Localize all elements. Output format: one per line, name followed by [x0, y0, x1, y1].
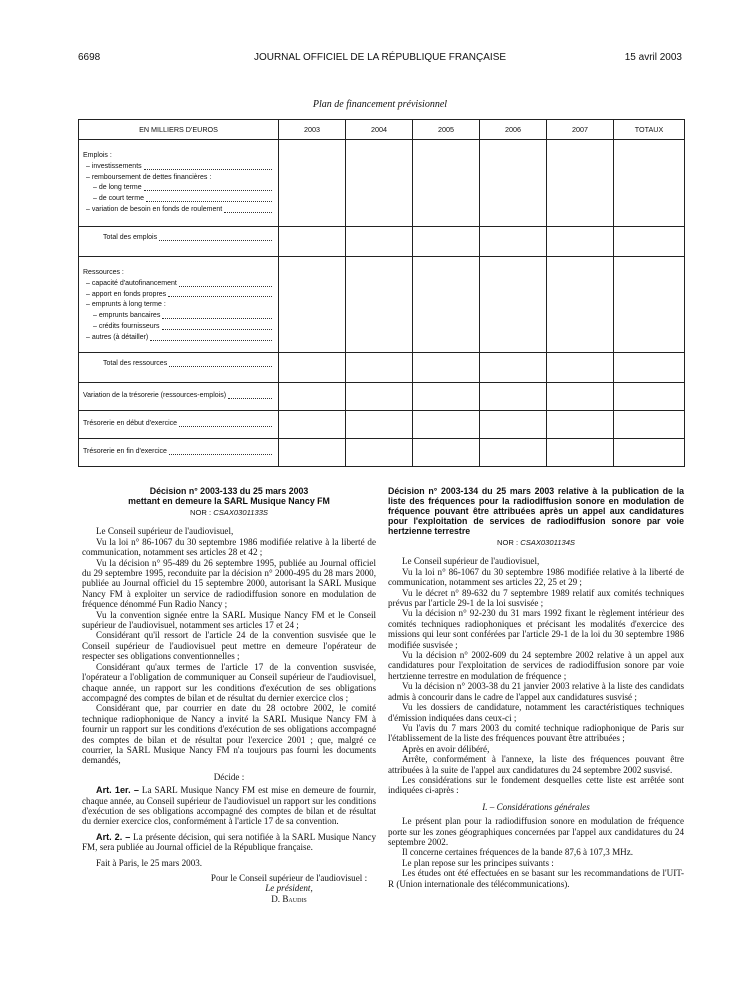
col-header-totals: TOTAUX [614, 120, 685, 140]
decision-134-nor: NOR : CSAX0301134S [497, 538, 575, 547]
variation-label: Variation de la trésorerie (ressources-emplois) [83, 386, 274, 402]
tresorerie-debut-label: Trésorerie en début d'exercice [83, 414, 274, 430]
decision-133-title-1: Décision n° 2003-133 du 25 mars 2003 [149, 486, 309, 496]
page-header [78, 52, 682, 66]
paragraph: Vu la décision n° 2002-609 du 24 septembre 2002 relative à un appel aux candidatures pour l'exploitation de services de radiodiffusion sonore par voie hertzienne terrestre en modulation de fréquence ; [388, 650, 684, 681]
list-item: – remboursement de dettes financières : [86, 173, 212, 181]
table-row-total-emplois [79, 227, 685, 257]
paragraph: Arrête, conformément à l'annexe, la liste des fréquences pouvant être attribuées à la suite de l'appel aux candidatures du 24 septembre 2002 susvisé. [388, 754, 684, 775]
table-row-emplois [79, 140, 685, 227]
paragraph: Vu la décision n° 92-230 du 31 mars 1992 fixant le règlement intérieur des comités techniques radiophoniques et précisant les modalités d'exercice des missions qui leur sont conférées par l'article 29-1 de la loi du 30 septembre 1986 modifiée susvisée ; [388, 608, 684, 650]
col-header-2003: 2003 [279, 120, 346, 140]
table-title: Plan de financement prévisionnel [312, 99, 448, 110]
decision-133-title-2: mettant en demeure la SARL Musique Nancy FM [128, 496, 330, 506]
paragraph: Le Conseil supérieur de l'audiovisuel, [96, 526, 234, 537]
paragraph: Considérant qu'aux termes de l'article 17 de la convention susvisée, l'opérateur a l'obligation de communiquer au Conseil supérieur de l'audiovisuel, chaque année, un rapport sur les conditions d'exécution de ses obligations accompagné des comptes de bilan et de résultat du dernier exercice clos ; [82, 661, 376, 703]
paragraph: Il concerne certaines fréquences de la bande 87,6 à 107,3 MHz. [402, 847, 634, 858]
col-header-2005: 2005 [413, 120, 480, 140]
page-number: 6698 [78, 52, 101, 63]
table-row-ressources [79, 257, 685, 353]
paragraph: Vu la décision n° 2003-38 du 21 janvier 2003 relative à la liste des candidats admis à concourir dans le cadre de l'appel aux candidatures susvisé ; [388, 681, 684, 702]
list-item: – de court terme [83, 194, 274, 205]
emplois-cell [79, 140, 279, 227]
paragraph: Vu la décision n° 95-489 du 26 septembre 1995, publiée au Journal officiel du 29 septembre 1995, reconduite par la décision n° 2000-495 du 28 mars 2000, publiée au Journal officiel du 15 septembre 2000, autorisant la SARL Musique Nancy FM à exploiter un service de radiodiffusion sonore en modulation de fréquence dénommé Fun Radio Nancy ; [82, 557, 376, 610]
table-header-row [79, 120, 685, 140]
decide-heading: Décide : [213, 771, 245, 782]
ressources-cell [79, 257, 279, 353]
paragraph: Considérant qu'il ressort de l'article 24 de la convention susvisée que le Conseil supérieur de l'audiovisuel peut mettre en demeure l'opérateur de respecter ses obligations conventionnelles ; [82, 630, 376, 662]
list-item: – autres (à détailler) [83, 333, 274, 344]
paragraph: Vu la loi n° 86-1067 du 30 septembre 1986 modifiée relative à la liberté de communication, notamment ses articles 28 et 42 ; [82, 536, 376, 558]
article-1: Art. 1er. – La SARL Musique Nancy FM est mise en demeure de fournir, chaque année, au Conseil supérieur de l'audiovisuel un rapport sur les conditions d'exécution de ses obligations accompagné des comptes de bilan et de résultat du dernier exercice clos, conformément à l'article 17 de sa convention. [82, 785, 376, 827]
list-item: – crédits fournisseurs [83, 322, 274, 333]
decision-133-nor: NOR : CSAX0301133S [190, 508, 268, 517]
left-column [82, 486, 376, 904]
decision-134-title: Décision n° 2003-134 du 25 mars 2003 relative à la publication de la liste des fréquences pour la radiodiffusion sonore en modulation de fréquence pouvant être attribuées après un appel aux candidatures pour l'exploitation de services de radiodiffusion sonore par voie hertzienne terrestre [388, 486, 684, 536]
emplois-heading: Emplois : [83, 152, 112, 159]
signature-line: Pour le Conseil supérieur de l'audiovisuel : [210, 873, 368, 883]
col-header-2006: 2006 [480, 120, 547, 140]
paragraph: Vu l'avis du 7 mars 2003 du comité technique radiophonique de Paris sur l'établissement de la liste des fréquences pouvant être attribuées ; [388, 722, 684, 744]
financing-table [78, 119, 685, 467]
col-header-2007: 2007 [547, 120, 614, 140]
signature-role: Le président, [265, 883, 313, 894]
paragraph: Vu les dossiers de candidature, notamment les caractéristiques techniques d'émission indiquées dans ceux-ci ; [388, 702, 684, 723]
paragraph: Vu la loi n° 86-1067 du 30 septembre 1986 modifiée relative à la liberté de communication, notamment ses articles 22, 25 et 29 ; [388, 566, 684, 588]
total-ressources-label: Total des ressources [83, 356, 274, 370]
issue-date: 15 avril 2003 [624, 52, 682, 63]
tresorerie-fin-label: Trésorerie en fin d'exercice [83, 442, 274, 458]
paragraph: Après en avoir délibéré, [402, 743, 490, 754]
list-item: – investissements [83, 162, 274, 173]
paragraph: Le plan repose sur les principes suivants : [402, 857, 554, 868]
ressources-heading: Ressources : [83, 269, 124, 276]
paragraph: Vu la convention signée entre la SARL Musique Nancy FM et le Conseil supérieur de l'audiovisuel, notamment ses articles 17 et 24 ; [82, 609, 376, 631]
table-row-fin [79, 439, 685, 467]
list-item: – emprunts bancaires [83, 311, 274, 322]
journal-title: JOURNAL OFFICIEL DE LA RÉPUBLIQUE FRANÇAISE [253, 52, 507, 63]
paragraph: Le Conseil supérieur de l'audiovisuel, [402, 556, 540, 567]
signature-name: D. Baudis [271, 893, 307, 904]
table-row-total-ressources [79, 353, 685, 383]
done-at: Fait à Paris, le 25 mars 2003. [96, 857, 203, 868]
table-row-variation [79, 383, 685, 411]
section-title: I. – Considérations générales [482, 801, 590, 812]
total-emplois-label: Total des emplois [83, 230, 274, 244]
list-item: – variation de besoin en fonds de roulement [83, 205, 274, 216]
table-row-debut [79, 411, 685, 439]
list-item: – de long terme [83, 183, 274, 194]
list-item: – apport en fonds propres [83, 290, 274, 301]
paragraph: Vu le décret n° 89-632 du 7 septembre 1989 relatif aux comités techniques prévus par l'article 29-1 de la loi susvisée ; [388, 587, 684, 609]
article-2: Art. 2. – La présente décision, qui sera notifiée à la SARL Musique Nancy FM, sera publiée au Journal officiel de la République française. [82, 831, 377, 853]
list-item: – emprunts à long terme : [86, 301, 166, 309]
col-header-2004: 2004 [346, 120, 413, 140]
paragraph: Les considérations sur le fondement desquelles cette liste est arrêtée sont indiquées ci-après : [388, 774, 684, 796]
paragraph: Le présent plan pour la radiodiffusion sonore en modulation de fréquence porte sur les zones géographiques concernées par l'appel aux candidatures du 24 septembre 2002. [388, 816, 684, 847]
col-header-unit: EN MILLIERS D'EUROS [79, 120, 279, 140]
list-item: – capacité d'autofinancement [83, 279, 274, 290]
paragraph: Considérant que, par courrier en date du 28 octobre 2002, le comité technique radiophonique de Nancy a invité la SARL Musique Nancy FM à fournir un rapport sur les conditions d'exécution de ses obligations accompagné des comptes de bilan et de résultat pour l'exercice 2001 ; que, malgré ce courrier, la SARL Musique Nancy FM n'a toujours pas fourni les documents demandés, [82, 703, 376, 766]
right-column [388, 486, 684, 889]
paragraph: Les études ont été effectuées en se basant sur les recommandations de l'UIT-R (Union internationale des télécommunications). [388, 868, 684, 889]
